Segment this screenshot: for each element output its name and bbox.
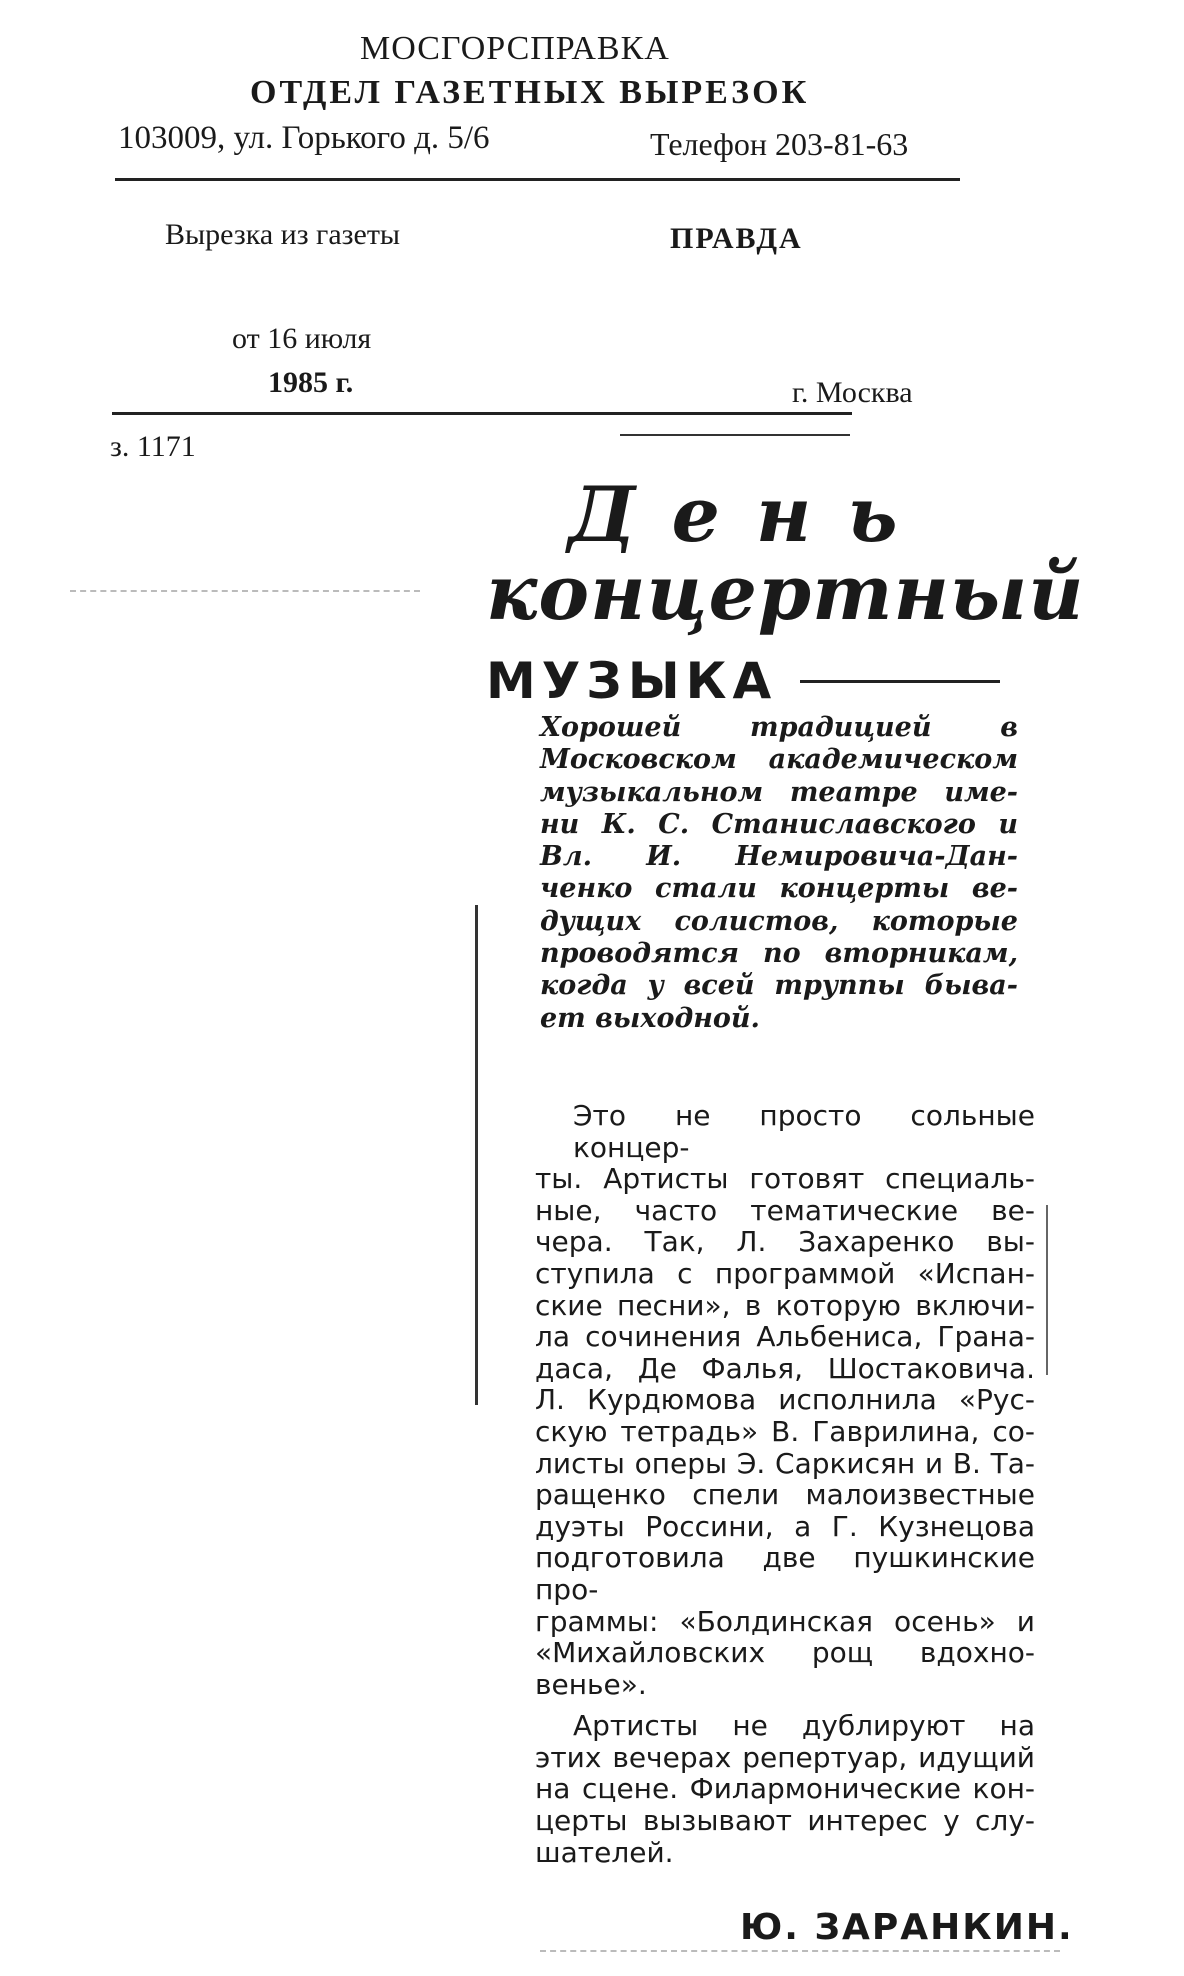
body-line: Артисты не дублируют на xyxy=(573,1709,1035,1743)
body-line: чера. Так, Л. Захаренко вы- xyxy=(535,1225,1035,1259)
rubric-rule xyxy=(800,680,1000,683)
clipping-city: г. Москва xyxy=(792,376,913,409)
agency-phone: Телефон 203-81-63 xyxy=(650,126,909,162)
agency-name: МОСГОРСПРАВКА xyxy=(360,30,670,67)
body-line: Это не просто сольные концер- xyxy=(573,1099,1035,1164)
body-line: шателей. xyxy=(535,1835,674,1869)
stamp-divider-short xyxy=(620,434,850,436)
body-line: листы оперы Э. Саркисян и В. Та- xyxy=(535,1446,1035,1480)
clipping-date-day: от 16 июля xyxy=(232,322,372,355)
scan-artifact-line xyxy=(70,590,420,592)
body-line: ты. Артисты готовят специаль- xyxy=(535,1162,1035,1196)
agency-address: 103009, ул. Горького д. 5/6 xyxy=(118,120,490,156)
body-paragraph-2 xyxy=(535,1710,1035,1868)
lead-line: когда у всей труппы быва- xyxy=(540,970,1018,1002)
column-rule-left xyxy=(475,905,478,1405)
scan-artifact-line xyxy=(540,1950,1060,1952)
column-rule-right xyxy=(1046,1205,1048,1375)
body-line: ла сочинения Альбениса, Грана- xyxy=(535,1320,1035,1354)
lead-line: проводятся по вторникам, xyxy=(540,938,1018,970)
header-divider xyxy=(115,178,960,181)
body-line: подготовила две пушкинские про- xyxy=(535,1541,1035,1606)
order-number: з. 1171 xyxy=(110,430,196,463)
body-line: дуэты Россини, а Г. Кузнецова xyxy=(535,1509,1035,1543)
clipping-source-label: Вырезка из газеты xyxy=(165,218,401,251)
department-name: ОТДЕЛ ГАЗЕТНЫХ ВЫРЕЗОК xyxy=(250,74,810,111)
body-line: даса, Де Фалья, Шостаковича. xyxy=(535,1351,1035,1385)
article-author: Ю. ЗАРАНКИН. xyxy=(740,1907,1074,1948)
lead-line: Московском академическом xyxy=(540,744,1018,776)
body-line: ращенко спели малоизвестные xyxy=(535,1478,1035,1512)
lead-line: Вл. И. Немировича-Дан- xyxy=(540,841,1018,873)
lead-line: ет выходной. xyxy=(540,1002,760,1034)
body-line: Л. Курдюмова исполнила «Рус- xyxy=(535,1383,1035,1417)
body-line: ступила с программой «Испан- xyxy=(535,1256,1035,1290)
body-line: венье». xyxy=(535,1667,647,1701)
body-line: «Михайловских рощ вдохно- xyxy=(535,1636,1035,1670)
body-line: скую тетрадь» В. Гаврилина, со- xyxy=(535,1414,1035,1448)
body-line: церты вызывают интерес у слу- xyxy=(535,1804,1035,1838)
clipping-date-year: 1985 г. xyxy=(268,366,354,399)
body-line: ские песни», в которую включи- xyxy=(535,1288,1035,1322)
newspaper-name: ПРАВДА xyxy=(670,222,803,255)
lead-line: Хорошей традицией в xyxy=(540,712,1018,743)
headline-line-1: День xyxy=(568,470,934,559)
rubric-label: МУЗЫКА xyxy=(486,652,778,710)
body-paragraph-1 xyxy=(535,1100,1035,1700)
article-body xyxy=(535,1100,1035,1868)
body-line: граммы: «Болдинская осень» и xyxy=(535,1604,1035,1638)
lead-line: ни К. С. Станиславского и xyxy=(540,808,1018,840)
lead-line: дущих солистов, которые xyxy=(540,905,1018,937)
lead-line: музыкальном театре име- xyxy=(540,776,1018,808)
body-line: этих вечерах репертуар, идущий xyxy=(535,1740,1035,1774)
lead-line: ченко стали концерты ве- xyxy=(540,873,1018,905)
body-line: ные, часто тематические ве- xyxy=(535,1193,1035,1227)
article-lead xyxy=(540,712,1018,1035)
body-line: на сцене. Филармонические кон- xyxy=(535,1772,1035,1806)
headline-line-2: концертный xyxy=(486,548,1085,637)
stamp-divider xyxy=(112,412,852,415)
